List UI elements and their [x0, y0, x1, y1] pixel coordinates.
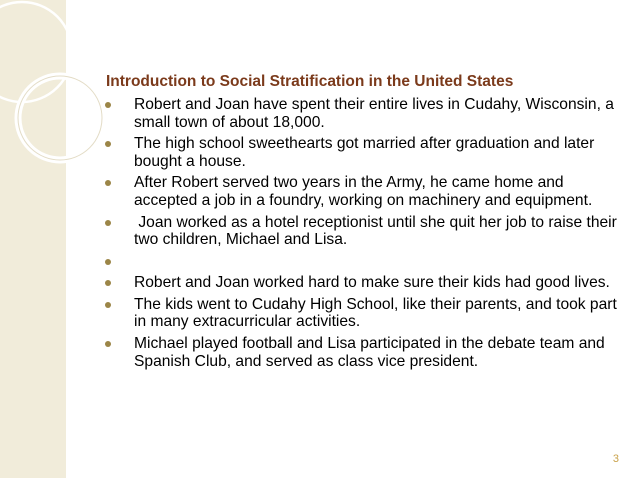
bullet-item	[100, 296, 630, 332]
bullet-dot-icon	[105, 259, 111, 265]
decorative-ring-outline	[18, 76, 102, 160]
bullet-item	[100, 96, 630, 132]
bullet-dot-icon	[105, 220, 111, 226]
bullet-text: Michael played football and Lisa participated in the debate team and Spanish Club, and served as class vice president.	[134, 334, 605, 370]
bullet-dot-icon	[105, 102, 111, 108]
bullet-dot-icon	[105, 141, 111, 147]
bullet-text: The high school sweethearts got married after graduation and later bought a house.	[134, 135, 595, 170]
bullet-item	[100, 174, 630, 210]
bullet-text: After Robert served two years in the Army, he came home and accepted a job in a foundry, working on machinery and equipment.	[134, 174, 593, 210]
bullet-item-empty	[100, 253, 630, 271]
bullet-dot-icon	[105, 302, 111, 308]
bullet-item	[100, 274, 630, 292]
bullet-dot-icon	[105, 180, 111, 186]
bullet-dot-icon	[105, 341, 111, 347]
slide-title: Introduction to Social Stratification in the United States	[106, 73, 514, 90]
bullet-list	[100, 96, 630, 374]
bullet-dot-icon	[105, 280, 111, 286]
bullet-item	[100, 335, 630, 371]
page-number: 3	[612, 453, 619, 465]
bullet-text: Robert and Joan worked hard to make sure their kids had good lives.	[134, 274, 610, 292]
bullet-item	[100, 135, 630, 171]
bullet-text: The kids went to Cudahy High School, like their parents, and took part in many extracurricular activities.	[134, 295, 617, 331]
bullet-item	[100, 214, 630, 250]
bullet-text: Joan worked as a hotel receptionist until she quit her job to raise their two children, Michael and Lisa.	[134, 213, 622, 249]
bullet-text: Robert and Joan have spent their entire lives in Cudahy, Wisconsin, a small town of about 18,000.	[134, 96, 614, 131]
